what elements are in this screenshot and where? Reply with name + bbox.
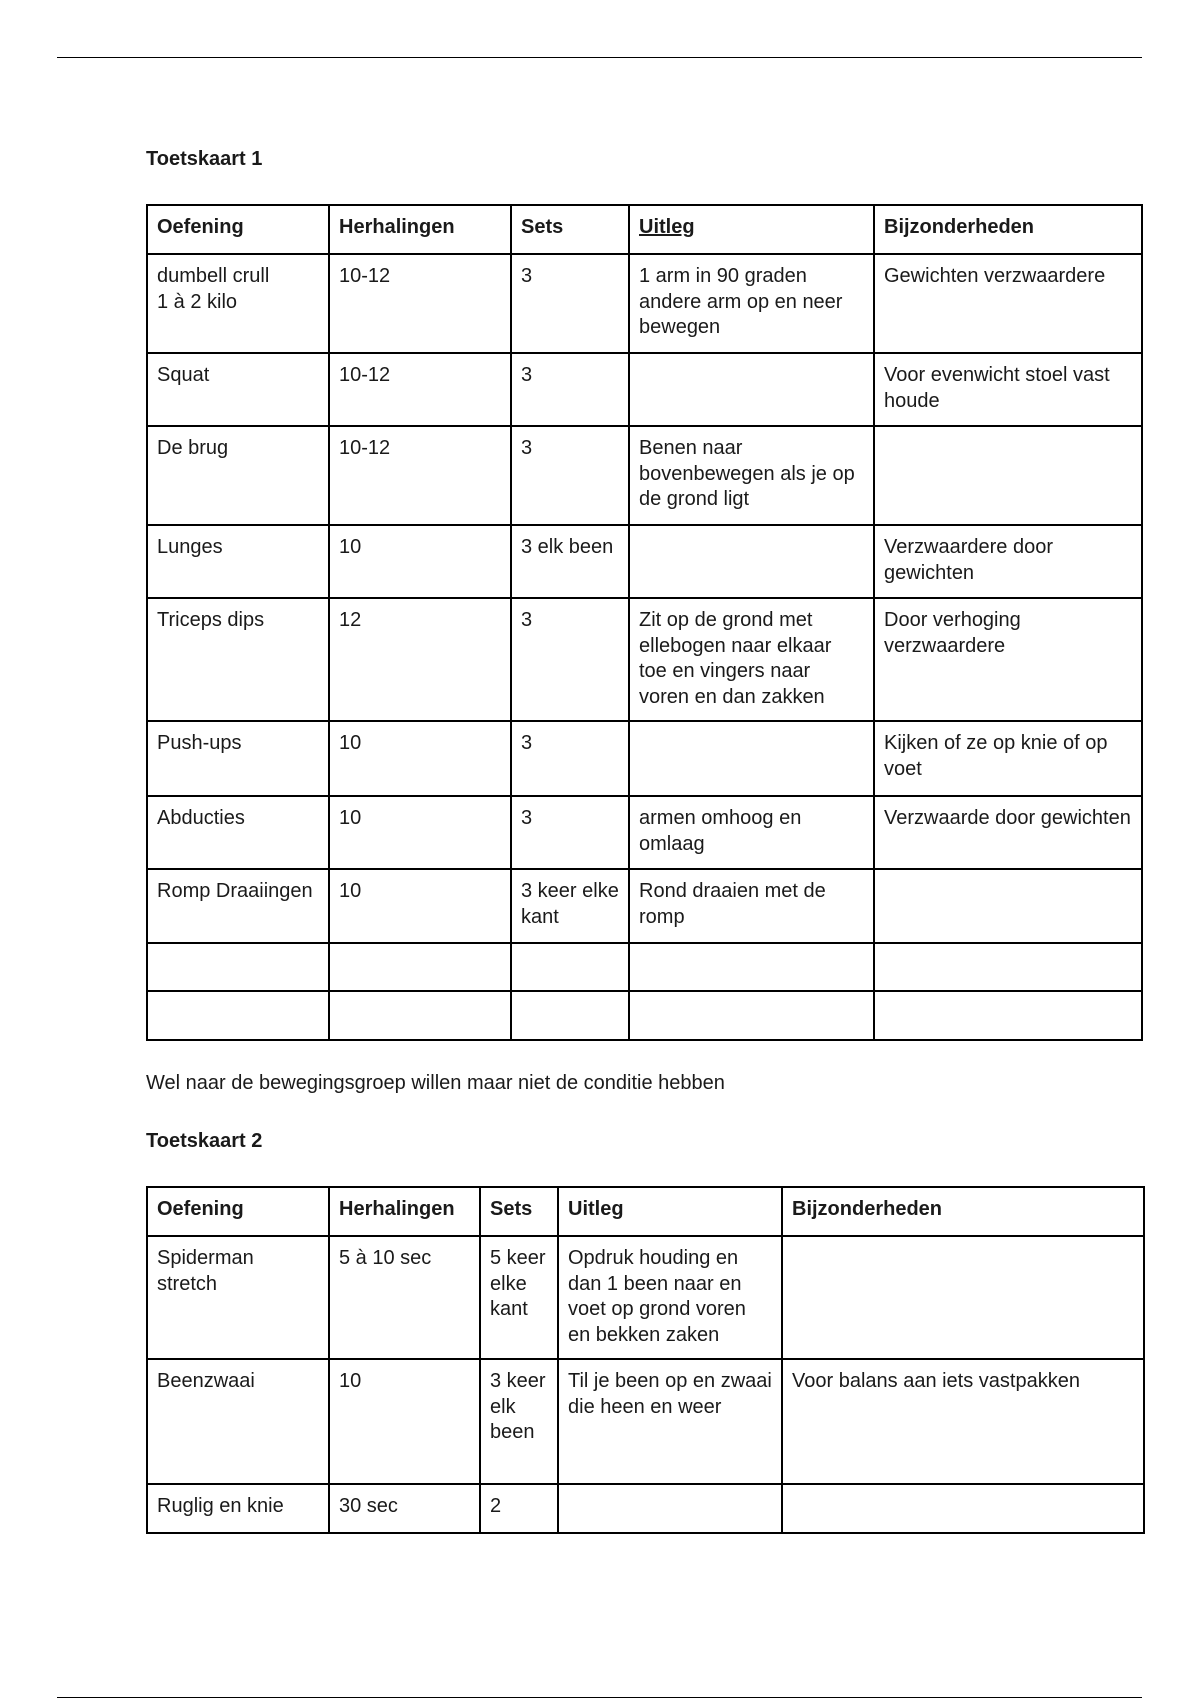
card1-cell-sets: 3	[511, 254, 629, 353]
card1-cell-bijzonderheden	[874, 991, 1142, 1040]
card1-row	[147, 353, 1142, 426]
card1-cell-oefening: Abducties	[147, 796, 329, 869]
card1-cell-sets: 3 elk been	[511, 525, 629, 598]
card2-cell-oefening: Spiderman stretch	[147, 1236, 329, 1359]
card2-cell-sets: 5 keer elke kant	[480, 1236, 558, 1359]
card2-table	[146, 1186, 1145, 1534]
card2-cell-bijzonderheden: Voor balans aan iets vastpakken	[782, 1359, 1144, 1484]
card1-cell-bijzonderheden: Kijken of ze op knie of op voet	[874, 721, 1142, 796]
card1-title: Toetskaart 1	[146, 148, 263, 170]
card1-cell-uitleg: Zit op de grond met ellebogen naar elkaar toe en vingers naar voren en dan zakken	[629, 598, 874, 721]
card2-header-uitleg: Uitleg	[558, 1187, 782, 1236]
card1-cell-uitleg	[629, 353, 874, 426]
card1-cell-herhalingen	[329, 991, 511, 1040]
card1-cell-herhalingen: 10-12	[329, 353, 511, 426]
card1-cell-herhalingen	[329, 943, 511, 991]
card1-cell-uitleg	[629, 525, 874, 598]
card1-row	[147, 598, 1142, 721]
bottom-rule	[57, 1697, 1142, 1698]
card1-cell-oefening: Push-ups	[147, 721, 329, 796]
card2-header-herhalingen: Herhalingen	[329, 1187, 480, 1236]
card1-cell-oefening: Romp Draaiingen	[147, 869, 329, 943]
card2-row	[147, 1236, 1144, 1359]
card2-row	[147, 1359, 1144, 1484]
card2-cell-sets: 2	[480, 1484, 558, 1533]
card1-cell-oefening: dumbell crull 1 à 2 kilo	[147, 254, 329, 353]
card1-cell-oefening	[147, 991, 329, 1040]
card1-cell-sets: 3 keer elke kant	[511, 869, 629, 943]
card1-cell-bijzonderheden: Verzwaardere door gewichten	[874, 525, 1142, 598]
card1-cell-herhalingen: 12	[329, 598, 511, 721]
card2-cell-oefening: Beenzwaai	[147, 1359, 329, 1484]
note-text: Wel naar de bewegingsgroep willen maar niet de conditie hebben	[146, 1072, 725, 1094]
card1-cell-uitleg	[629, 721, 874, 796]
card1-row	[147, 426, 1142, 525]
card2-cell-oefening: Ruglig en knie	[147, 1484, 329, 1533]
card1-cell-sets: 3	[511, 721, 629, 796]
card1-cell-herhalingen: 10	[329, 721, 511, 796]
card1-header-uitleg: Uitleg	[629, 205, 874, 254]
card2-cell-herhalingen: 10	[329, 1359, 480, 1484]
card1-cell-uitleg: Benen naar bovenbewegen als je op de grond ligt	[629, 426, 874, 525]
card1-header-bijzonderheden: Bijzonderheden	[874, 205, 1142, 254]
top-rule	[57, 57, 1142, 58]
card1-cell-sets: 3	[511, 353, 629, 426]
card2-header-oefening: Oefening	[147, 1187, 329, 1236]
card2-header-sets: Sets	[480, 1187, 558, 1236]
card1-cell-bijzonderheden	[874, 426, 1142, 525]
card1-row	[147, 721, 1142, 796]
card2-cell-uitleg	[558, 1484, 782, 1533]
card2-cell-herhalingen: 5 à 10 sec	[329, 1236, 480, 1359]
card1-cell-herhalingen: 10	[329, 525, 511, 598]
card1-cell-uitleg: Rond draaien met de romp	[629, 869, 874, 943]
card1-cell-uitleg: armen omhoog en omlaag	[629, 796, 874, 869]
card2-cell-bijzonderheden	[782, 1236, 1144, 1359]
card1-cell-oefening: De brug	[147, 426, 329, 525]
card1-cell-sets: 3	[511, 598, 629, 721]
card1-header-row	[147, 205, 1142, 254]
card1-cell-herhalingen: 10	[329, 796, 511, 869]
card1-cell-bijzonderheden: Gewichten verzwaardere	[874, 254, 1142, 353]
card1-cell-bijzonderheden: Verzwaarde door gewichten	[874, 796, 1142, 869]
card1-cell-bijzonderheden: Door verhoging verzwaardere	[874, 598, 1142, 721]
card1-row	[147, 943, 1142, 991]
card1-cell-sets: 3	[511, 796, 629, 869]
card1-cell-herhalingen: 10	[329, 869, 511, 943]
card2-header-row	[147, 1187, 1144, 1236]
card1-row	[147, 991, 1142, 1040]
card1-cell-uitleg	[629, 943, 874, 991]
card1-cell-oefening: Lunges	[147, 525, 329, 598]
card1-cell-bijzonderheden	[874, 943, 1142, 991]
card2-row	[147, 1484, 1144, 1533]
card1-header-herhalingen: Herhalingen	[329, 205, 511, 254]
card1-cell-herhalingen: 10-12	[329, 254, 511, 353]
card1-cell-uitleg	[629, 991, 874, 1040]
card1-row	[147, 796, 1142, 869]
card2-header-bijzonderheden: Bijzonderheden	[782, 1187, 1144, 1236]
card1-cell-sets: 3	[511, 426, 629, 525]
card1-row	[147, 254, 1142, 353]
card1-row	[147, 869, 1142, 943]
card1-cell-herhalingen: 10-12	[329, 426, 511, 525]
card1-cell-sets	[511, 943, 629, 991]
card2-cell-bijzonderheden	[782, 1484, 1144, 1533]
card2-cell-uitleg: Til je been op en zwaai die heen en weer	[558, 1359, 782, 1484]
card2-cell-uitleg: Opdruk houding en dan 1 been naar en voet op grond voren en bekken zaken	[558, 1236, 782, 1359]
card1-header-sets: Sets	[511, 205, 629, 254]
card1-cell-oefening	[147, 943, 329, 991]
card1-cell-bijzonderheden: Voor evenwicht stoel vast houde	[874, 353, 1142, 426]
card2-cell-sets: 3 keer elk been	[480, 1359, 558, 1484]
card1-cell-sets	[511, 991, 629, 1040]
card2-title: Toetskaart 2	[146, 1130, 263, 1152]
card2-cell-herhalingen: 30 sec	[329, 1484, 480, 1533]
card1-cell-bijzonderheden	[874, 869, 1142, 943]
card1-cell-uitleg: 1 arm in 90 graden andere arm op en neer bewegen	[629, 254, 874, 353]
card1-cell-oefening: Triceps dips	[147, 598, 329, 721]
card1-cell-oefening: Squat	[147, 353, 329, 426]
card1-table	[146, 204, 1143, 1041]
card1-header-oefening: Oefening	[147, 205, 329, 254]
card1-row	[147, 525, 1142, 598]
